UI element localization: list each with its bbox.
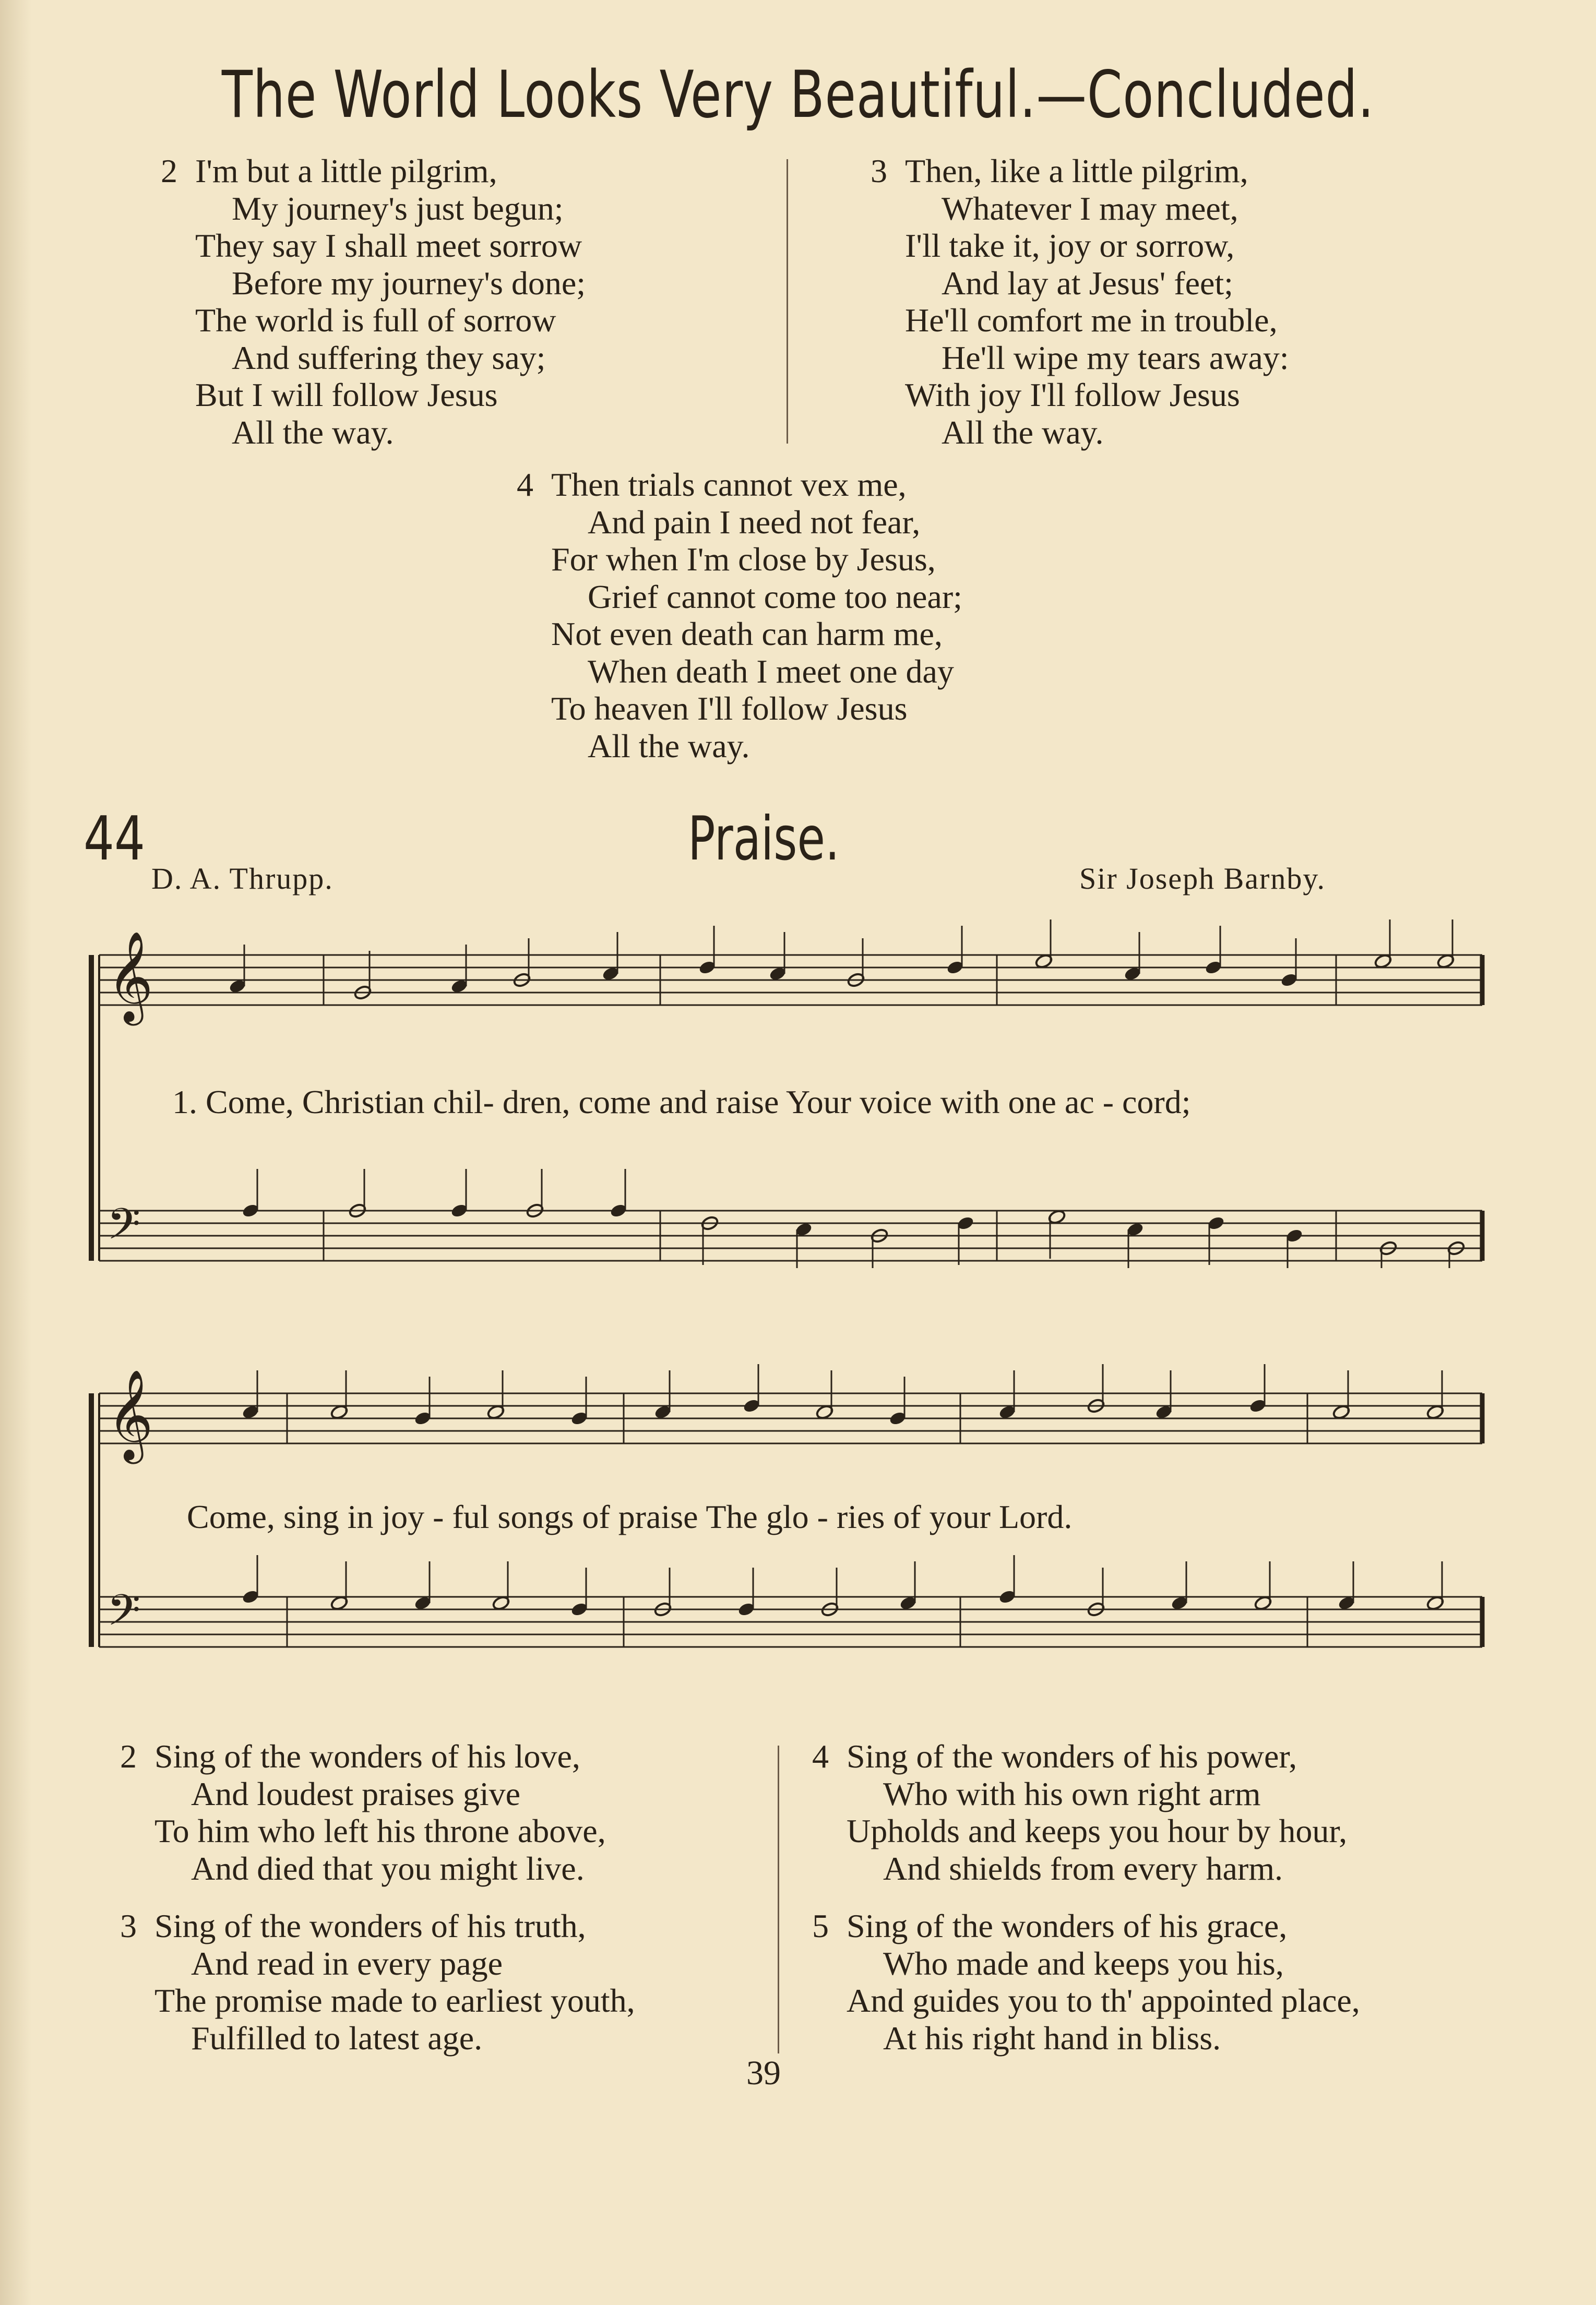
verse-4-bottom — [812, 1738, 1347, 1887]
verse-4-top — [517, 466, 962, 765]
verse-line: Who made and keeps you his, — [883, 1944, 1284, 1982]
verse-line: 4 Sing of the wonders of his power, — [812, 1738, 1297, 1775]
verse-line: The world is full of sorrow — [195, 302, 556, 339]
verse-line: And guides you to th' appointed place, — [847, 1982, 1360, 2019]
verse-line: He'll wipe my tears away: — [942, 339, 1289, 376]
verse-line: All the way. — [232, 413, 394, 451]
verse-line: And read in every page — [191, 1944, 503, 1982]
verse-line: 2 I'm but a little pilgrim, — [161, 152, 497, 189]
verse-2-top — [161, 152, 586, 451]
bass-clef-icon: 𝄢 — [107, 1585, 141, 1646]
hymn-title: Praise. — [688, 804, 840, 874]
bass-clef-icon: 𝄢 — [107, 1199, 141, 1260]
verse-line: Upholds and keeps you hour by hour, — [847, 1812, 1348, 1849]
verse-line: Who with his own right arm — [883, 1775, 1261, 1812]
verse-line: My journey's just begun; — [232, 189, 564, 227]
verse-number: 5 — [812, 1907, 829, 1944]
verse-line: 4 Then trials cannot vex me, — [517, 466, 907, 503]
verse-line: And shields from every harm. — [883, 1849, 1283, 1887]
verse-line: Whatever I may meet, — [942, 189, 1238, 227]
verse-2-bottom — [120, 1738, 606, 1887]
verse-number: 4 — [517, 466, 533, 503]
verse-3-top — [871, 152, 1289, 451]
verse-line: But I will follow Jesus — [195, 376, 498, 413]
verse-line: With joy I'll follow Jesus — [905, 376, 1240, 413]
verse-line: And loudest praises give — [191, 1775, 520, 1812]
verse-line: To him who left his throne above, — [154, 1812, 606, 1849]
verse-line: For when I'm close by Jesus, — [551, 541, 936, 578]
verse-number: 3 — [120, 1907, 137, 1944]
verse-line: At his right hand in bliss. — [883, 2019, 1221, 2057]
treble-clef-icon: 𝄞 — [107, 1369, 153, 1460]
verse-line: Before my journey's done; — [232, 264, 586, 302]
verse-line: 2 Sing of the wonders of his love, — [120, 1738, 580, 1775]
verse-line: Fulfilled to latest age. — [191, 2019, 483, 2057]
verse-line: And died that you might live. — [191, 1849, 585, 1887]
verse-number: 3 — [871, 152, 887, 189]
lyric-line-1: 1. Come, Christian chil- dren, come and raise Your voice with one ac - cord; — [172, 1083, 1191, 1120]
page-title: The World Looks Very Beautiful.—Concluded. — [221, 57, 1375, 133]
page-number: 39 — [746, 2054, 781, 2092]
lyric-line-2: Come, sing in joy - ful songs of praise The glo - ries of your Lord. — [187, 1498, 1073, 1535]
verse-line: When death I meet one day — [588, 652, 954, 690]
hymn-number: 44 — [84, 804, 146, 874]
verse-divider-top — [787, 159, 788, 444]
verse-line: And suffering they say; — [232, 339, 546, 376]
hymn-composer: Sir Joseph Barnby. — [1079, 862, 1326, 895]
verse-3-bottom — [120, 1907, 635, 2057]
treble-clef-icon: 𝄞 — [107, 931, 153, 1022]
verse-divider-bottom — [778, 1746, 779, 2053]
verse-number: 2 — [161, 152, 177, 189]
verse-number: 2 — [120, 1738, 137, 1775]
verse-line: All the way. — [588, 727, 750, 765]
verse-line: All the way. — [942, 413, 1104, 451]
verse-line: 3 Then, like a little pilgrim, — [871, 152, 1248, 189]
verse-5-bottom — [812, 1907, 1360, 2057]
verse-number: 4 — [812, 1738, 829, 1775]
verse-line: The promise made to earliest youth, — [154, 1982, 635, 2019]
verse-line: He'll comfort me in trouble, — [905, 302, 1278, 339]
verse-line: Grief cannot come too near; — [588, 578, 962, 615]
verse-line: Not even death can harm me, — [551, 615, 943, 652]
verse-line: And pain I need not fear, — [588, 503, 921, 541]
verse-line: I'll take it, joy or sorrow, — [905, 227, 1235, 264]
verse-line: 5 Sing of the wonders of his grace, — [812, 1907, 1288, 1944]
verse-line: And lay at Jesus' feet; — [942, 264, 1233, 302]
page-edge-shadow — [0, 0, 31, 2305]
verse-line: 3 Sing of the wonders of his truth, — [120, 1907, 586, 1944]
hymn-author: D. A. Thrupp. — [151, 862, 334, 895]
verse-line: To heaven I'll follow Jesus — [551, 690, 908, 727]
verse-line: They say I shall meet sorrow — [195, 227, 582, 264]
